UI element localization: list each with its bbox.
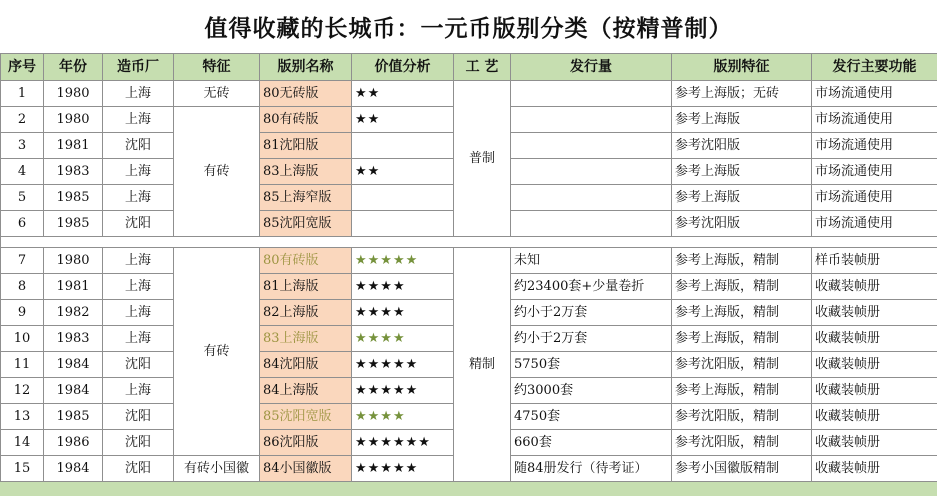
cell-issue: 4750套 xyxy=(511,404,672,430)
cell-year: 1985 xyxy=(44,404,103,430)
cell-version-feature: 参考沈阳版，精制 xyxy=(672,430,812,456)
cell-mint: 沈阳 xyxy=(103,211,174,237)
cell-value: ★★★★★ xyxy=(352,378,454,404)
footer-band xyxy=(0,481,937,496)
cell-year: 1980 xyxy=(44,81,103,107)
cell-feature: 有砖小国徽 xyxy=(174,456,260,482)
cell-version: 81沈阳版 xyxy=(260,133,352,159)
cell-value: ★★★★ xyxy=(352,326,454,352)
cell-seq: 11 xyxy=(1,352,44,378)
cell-seq: 7 xyxy=(1,248,44,274)
cell-feature: 有砖 xyxy=(174,107,260,237)
cell-mint: 上海 xyxy=(103,274,174,300)
cell-mint: 沈阳 xyxy=(103,133,174,159)
cell-issue xyxy=(511,159,672,185)
cell-function: 市场流通使用 xyxy=(812,159,937,185)
cell-issue xyxy=(511,133,672,159)
cell-issue xyxy=(511,211,672,237)
cell-function: 收藏装帧册 xyxy=(812,456,937,482)
cell-seq: 12 xyxy=(1,378,44,404)
header-value: 价值分析 xyxy=(352,54,454,81)
cell-value xyxy=(352,211,454,237)
cell-version-feature: 参考上海版，精制 xyxy=(672,326,812,352)
cell-process: 精制 xyxy=(454,248,511,482)
cell-year: 1983 xyxy=(44,326,103,352)
cell-version: 82上海版 xyxy=(260,300,352,326)
cell-version: 85沈阳宽版 xyxy=(260,404,352,430)
header-process: 工 艺 xyxy=(454,54,511,81)
header-mint: 造币厂 xyxy=(103,54,174,81)
cell-seq: 3 xyxy=(1,133,44,159)
cell-issue xyxy=(511,185,672,211)
cell-mint: 沈阳 xyxy=(103,404,174,430)
cell-mint: 上海 xyxy=(103,159,174,185)
header-version-feature: 版别特征 xyxy=(672,54,812,81)
cell-value: ★★★★★ xyxy=(352,352,454,378)
cell-function: 收藏装帧册 xyxy=(812,326,937,352)
cell-mint: 上海 xyxy=(103,185,174,211)
cell-function: 样币装帧册 xyxy=(812,248,937,274)
cell-value: ★★ xyxy=(352,107,454,133)
cell-seq: 8 xyxy=(1,274,44,300)
header-version: 版别名称 xyxy=(260,54,352,81)
cell-issue xyxy=(511,107,672,133)
cell-value: ★★ xyxy=(352,159,454,185)
cell-mint: 上海 xyxy=(103,378,174,404)
cell-feature: 有砖 xyxy=(174,248,260,456)
cell-function: 市场流通使用 xyxy=(812,133,937,159)
cell-value: ★★★★★ xyxy=(352,456,454,482)
cell-function: 收藏装帧册 xyxy=(812,378,937,404)
header-row xyxy=(1,54,937,81)
cell-seq: 10 xyxy=(1,326,44,352)
cell-version: 83上海版 xyxy=(260,159,352,185)
cell-mint: 沈阳 xyxy=(103,456,174,482)
header-function: 发行主要功能 xyxy=(812,54,937,81)
cell-function: 市场流通使用 xyxy=(812,81,937,107)
cell-year: 1985 xyxy=(44,211,103,237)
coin-version-table xyxy=(0,53,937,482)
cell-function: 市场流通使用 xyxy=(812,107,937,133)
cell-version-feature: 参考沈阳版 xyxy=(672,133,812,159)
cell-value xyxy=(352,133,454,159)
cell-version: 80有砖版 xyxy=(260,248,352,274)
cell-year: 1983 xyxy=(44,159,103,185)
cell-function: 收藏装帧册 xyxy=(812,274,937,300)
header-feature: 特征 xyxy=(174,54,260,81)
cell-value: ★★★★ xyxy=(352,274,454,300)
cell-version-feature: 参考上海版，精制 xyxy=(672,274,812,300)
cell-mint: 沈阳 xyxy=(103,352,174,378)
cell-issue: 约小于2万套 xyxy=(511,326,672,352)
cell-mint: 上海 xyxy=(103,81,174,107)
cell-version: 80有砖版 xyxy=(260,107,352,133)
cell-issue: 约小于2万套 xyxy=(511,300,672,326)
cell-year: 1980 xyxy=(44,248,103,274)
cell-year: 1982 xyxy=(44,300,103,326)
cell-seq: 1 xyxy=(1,81,44,107)
cell-mint: 沈阳 xyxy=(103,430,174,456)
cell-version-feature: 参考小国徽版精制 xyxy=(672,456,812,482)
cell-year: 1984 xyxy=(44,378,103,404)
cell-value: ★★★★★★ xyxy=(352,430,454,456)
cell-value: ★★★★★ xyxy=(352,248,454,274)
cell-issue: 随84册发行（待考证） xyxy=(511,456,672,482)
cell-seq: 15 xyxy=(1,456,44,482)
cell-year: 1980 xyxy=(44,107,103,133)
cell-version: 84小国徽版 xyxy=(260,456,352,482)
cell-value: ★★★★ xyxy=(352,404,454,430)
cell-function: 市场流通使用 xyxy=(812,185,937,211)
cell-value: ★★ xyxy=(352,81,454,107)
cell-year: 1981 xyxy=(44,133,103,159)
page-title: 值得收藏的长城币：一元币版别分类（按精普制） xyxy=(0,0,937,52)
cell-version-feature: 参考沈阳版，精制 xyxy=(672,352,812,378)
group-separator xyxy=(1,237,937,248)
cell-year: 1981 xyxy=(44,274,103,300)
cell-seq: 14 xyxy=(1,430,44,456)
cell-issue: 660套 xyxy=(511,430,672,456)
cell-seq: 4 xyxy=(1,159,44,185)
cell-version: 85沈阳宽版 xyxy=(260,211,352,237)
cell-function: 收藏装帧册 xyxy=(812,300,937,326)
cell-version: 84上海版 xyxy=(260,378,352,404)
header-seq: 序号 xyxy=(1,54,44,81)
cell-version: 85上海窄版 xyxy=(260,185,352,211)
header-year: 年份 xyxy=(44,54,103,81)
cell-version-feature: 参考上海版，精制 xyxy=(672,378,812,404)
cell-version-feature: 参考上海版，精制 xyxy=(672,300,812,326)
cell-seq: 5 xyxy=(1,185,44,211)
cell-version: 86沈阳版 xyxy=(260,430,352,456)
cell-seq: 13 xyxy=(1,404,44,430)
cell-year: 1984 xyxy=(44,456,103,482)
cell-seq: 6 xyxy=(1,211,44,237)
cell-mint: 上海 xyxy=(103,107,174,133)
table-row xyxy=(1,81,937,107)
cell-mint: 上海 xyxy=(103,248,174,274)
cell-issue: 5750套 xyxy=(511,352,672,378)
cell-version-feature: 参考上海版，精制 xyxy=(672,248,812,274)
cell-seq: 9 xyxy=(1,300,44,326)
cell-version: 81上海版 xyxy=(260,274,352,300)
cell-version: 80无砖版 xyxy=(260,81,352,107)
cell-mint: 上海 xyxy=(103,300,174,326)
cell-version-feature: 参考上海版 xyxy=(672,107,812,133)
cell-seq: 2 xyxy=(1,107,44,133)
cell-issue: 约3000套 xyxy=(511,378,672,404)
cell-year: 1985 xyxy=(44,185,103,211)
cell-version-feature: 参考上海版 xyxy=(672,159,812,185)
cell-process: 普制 xyxy=(454,81,511,237)
table-row xyxy=(1,248,937,274)
cell-version: 83上海版 xyxy=(260,326,352,352)
cell-feature: 无砖 xyxy=(174,81,260,107)
cell-value: ★★★★ xyxy=(352,300,454,326)
cell-issue xyxy=(511,81,672,107)
cell-function: 市场流通使用 xyxy=(812,211,937,237)
cell-version: 84沈阳版 xyxy=(260,352,352,378)
cell-version-feature: 参考沈阳版，精制 xyxy=(672,404,812,430)
cell-value xyxy=(352,185,454,211)
cell-year: 1984 xyxy=(44,352,103,378)
cell-year: 1986 xyxy=(44,430,103,456)
cell-issue: 未知 xyxy=(511,248,672,274)
cell-function: 收藏装帧册 xyxy=(812,430,937,456)
cell-version-feature: 参考沈阳版 xyxy=(672,211,812,237)
cell-function: 收藏装帧册 xyxy=(812,352,937,378)
cell-version-feature: 参考上海版 xyxy=(672,185,812,211)
cell-issue: 约23400套+少量卷折 xyxy=(511,274,672,300)
cell-version-feature: 参考上海版；无砖 xyxy=(672,81,812,107)
cell-mint: 上海 xyxy=(103,326,174,352)
header-issue: 发行量 xyxy=(511,54,672,81)
cell-function: 收藏装帧册 xyxy=(812,404,937,430)
